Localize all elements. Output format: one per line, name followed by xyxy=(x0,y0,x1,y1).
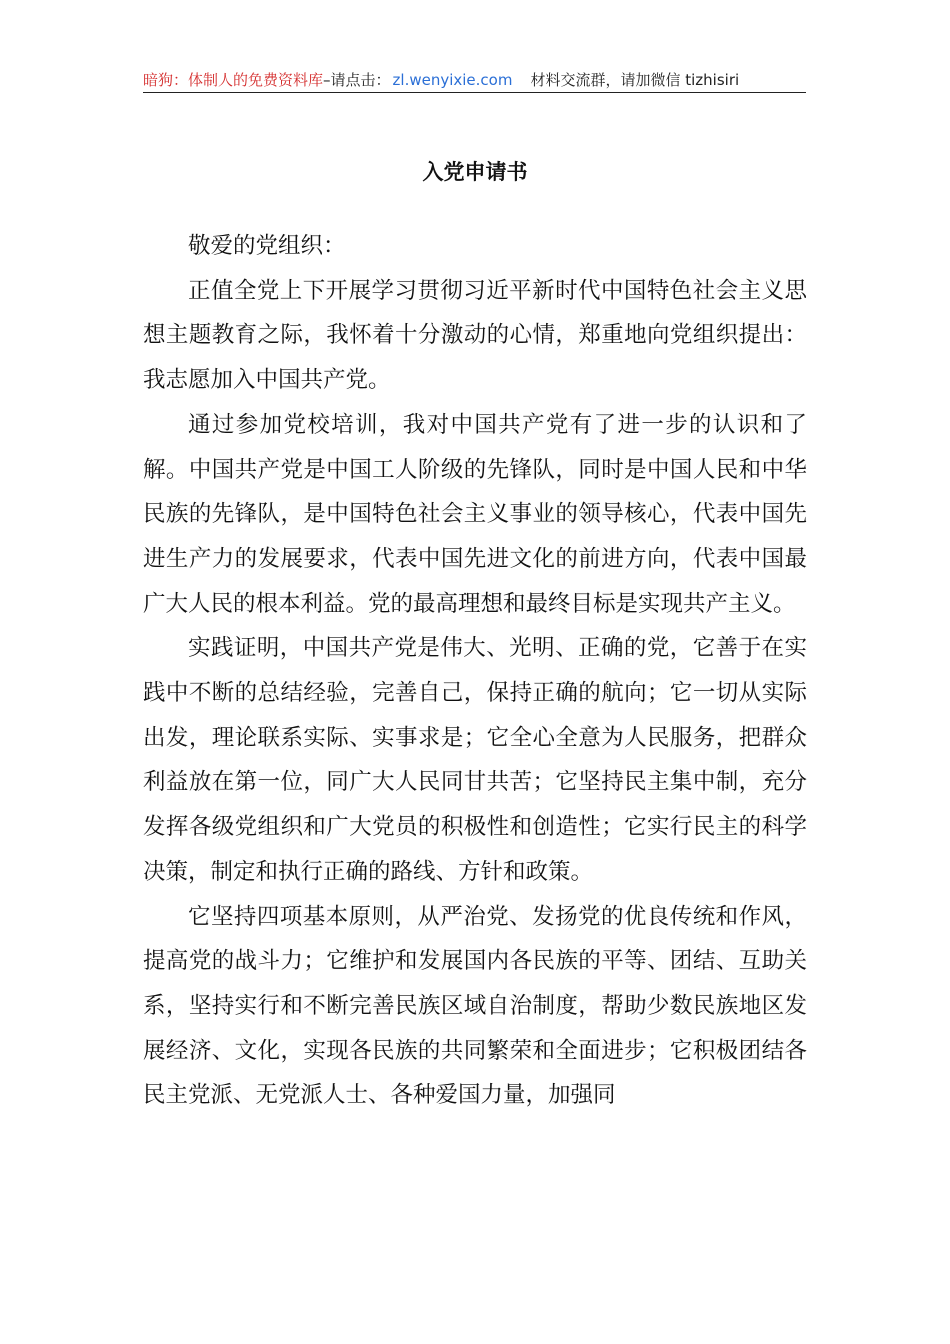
paragraph: 实践证明，中国共产党是伟大、光明、正确的党，它善于在实践中不断的总结经验，完善自己，保持正确的航向；它一切从实际出发，理论联系实际、实事求是；它全心全意为人民服务，把群众利益放在第一位，同广大人民同甘共苦；它坚持民主集中制，充分发挥各级党组织和广大党员的积极性和创造性；它实行民主的科学决策，制定和执行正确的路线、方针和政策。 xyxy=(143,635,807,885)
document-body xyxy=(143,224,807,1118)
header-brand: 暗狗：体制人的免费资料库 xyxy=(143,71,324,89)
paragraph: 正值全党上下开展学习贯彻习近平新时代中国特色社会主义思想主题教育之际，我怀着十分激动的心情，郑重地向党组织提出：我志愿加入中国共产党。 xyxy=(143,277,807,394)
paragraph: 通过参加党校培训，我对中国共产党有了进一步的认识和了解。中国共产党是中国工人阶级的先锋队，同时是中国人民和中华民族的先锋队，是中国特色社会主义事业的领导核心，代表中国先进生产力的发展要求，代表中国先进文化的前进方向，代表中国最广大人民的根本利益。党的最高理想和最终目标是实现共产主义。 xyxy=(143,411,807,617)
header-prompt: –请点击： xyxy=(323,71,391,89)
paragraph: 它坚持四项基本原则，从严治党、发扬党的优良传统和作风，提高党的战斗力；它维护和发展国内各民族的平等、团结、互助关系，坚持实行和不断完善民族区域自治制度，帮助少数民族地区发展经济、文化，实现各民族的共同繁荣和全面进步；它积极团结各民主党派、无党派人士、各种爱国力量，加强同 xyxy=(143,903,807,1109)
greeting: 敬爱的党组织： xyxy=(188,233,346,259)
page-header xyxy=(143,70,806,93)
header-note: 材料交流群，请加微信 tizhisiri xyxy=(530,71,740,89)
header-link[interactable]: zl.wenyixie.com xyxy=(392,71,513,89)
document-title: 入党申请书 xyxy=(422,160,528,184)
